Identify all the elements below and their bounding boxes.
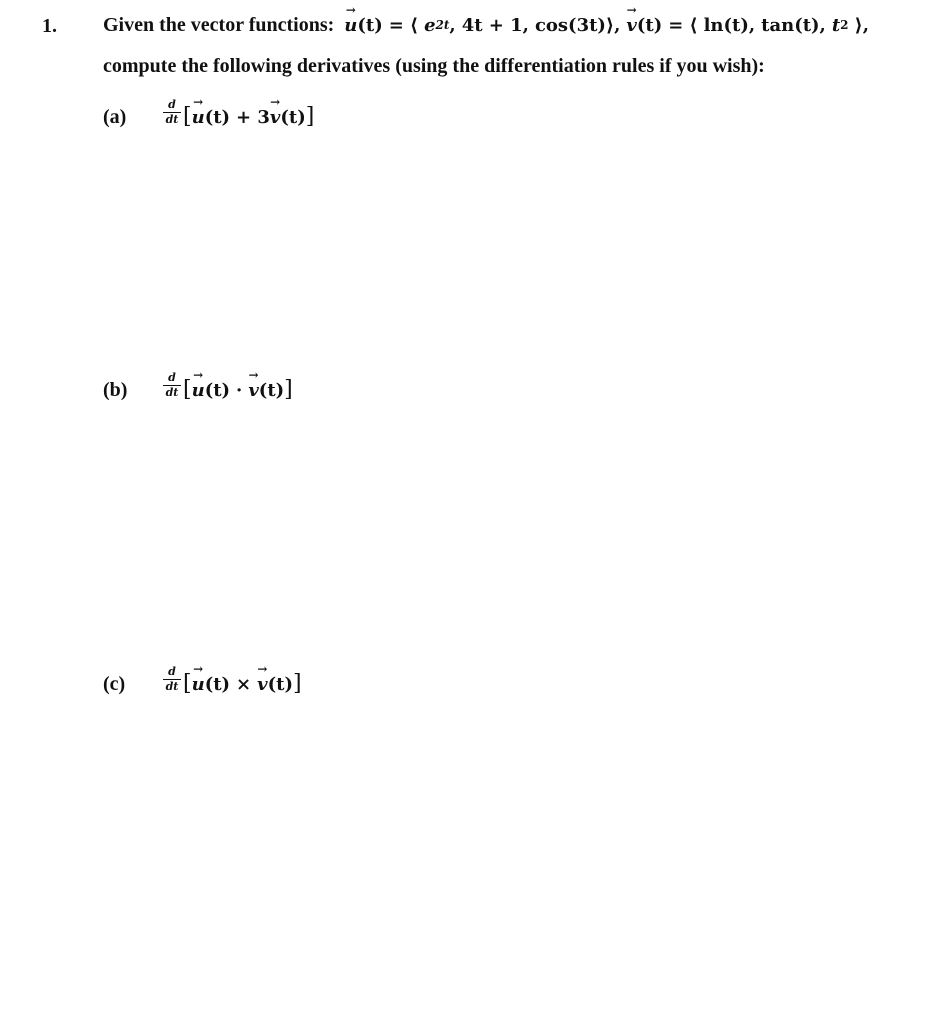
vector-arrow-icon: → — [345, 3, 356, 17]
vector-arrow-icon: → — [270, 95, 281, 109]
vector-arrow-icon: → — [257, 662, 268, 676]
u-definition: → u (t) = ⟨ e $^{2t}$ , 4t + 1, cos(3t)⟩, — [344, 3, 621, 36]
v-vector: → v — [248, 368, 259, 401]
problem-number: 1. — [42, 15, 57, 37]
v-vector: → v — [626, 3, 637, 36]
v-vector: → v — [257, 662, 268, 695]
vector-arrow-icon: → — [193, 662, 204, 676]
part-a-label: (a) — [103, 106, 127, 128]
part-c-label: (c) — [103, 673, 126, 695]
part-b-label: (b) — [103, 379, 128, 401]
part-a-expression: [ → u (t) + 3 → v (t) ] — [183, 95, 315, 129]
part-b-expression: [ → u (t) · → v (t) ] — [183, 368, 293, 402]
v-definition: → v (t) = ⟨ ln(t), tan(t), t $^2$ ⟩, — [626, 3, 869, 36]
u-vector: → u — [191, 95, 205, 128]
instruction-text: compute the following derivatives (using the differentiation rules if you wish): — [103, 55, 765, 77]
vector-arrow-icon: → — [193, 368, 204, 382]
vector-arrow-icon: → — [248, 368, 259, 382]
v-vector: → v — [269, 95, 281, 128]
derivative-operator: d dt — [163, 372, 181, 399]
u-vector: → u — [191, 662, 205, 695]
intro-text: Given the vector functions: — [103, 14, 335, 36]
vector-arrow-icon: → — [193, 95, 204, 109]
vector-arrow-icon: → — [626, 3, 637, 17]
part-c-expression: [ → u (t) × → v (t) ] — [183, 662, 302, 696]
derivative-operator: d dt — [163, 99, 181, 126]
u-vector: → u — [344, 3, 358, 36]
u-vector: → u — [191, 368, 205, 401]
vector-definitions — [103, 3, 869, 37]
derivative-operator: d dt — [163, 666, 181, 693]
